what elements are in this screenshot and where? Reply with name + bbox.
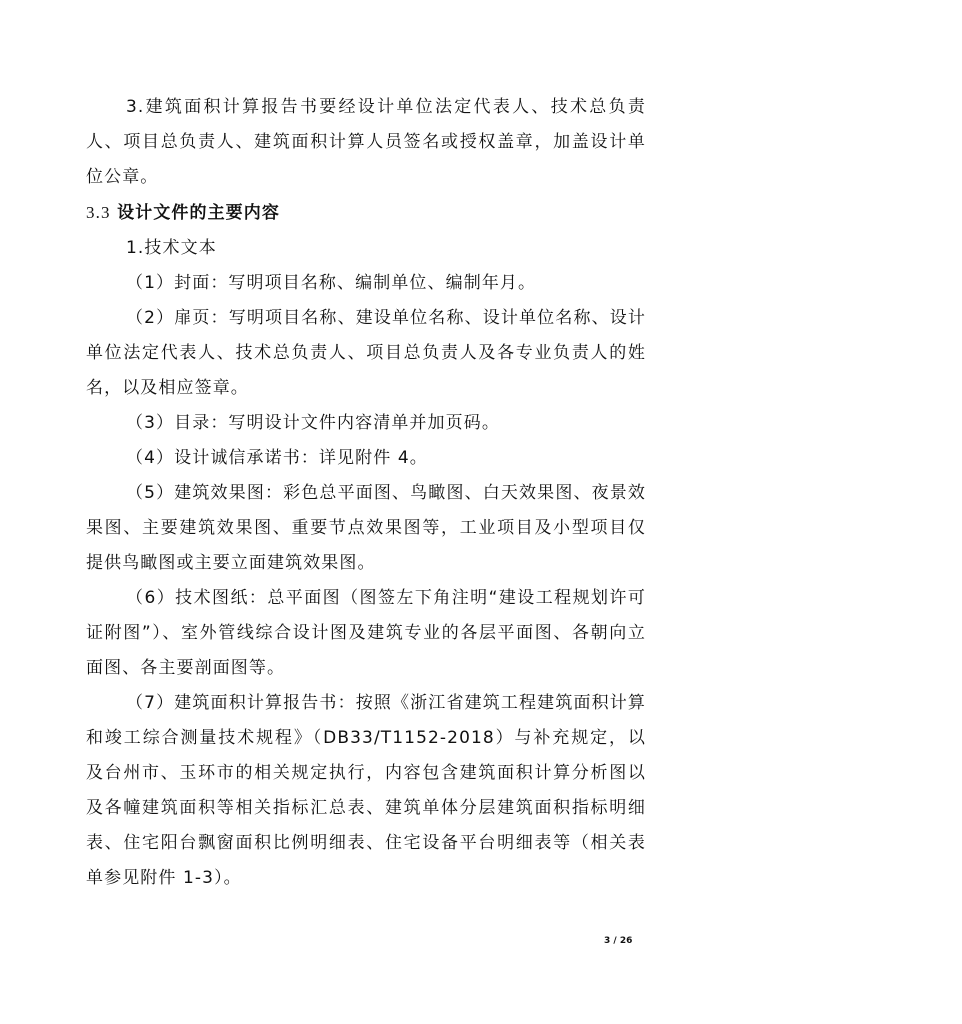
item-integrity-commitment: （4）设计诚信承诺书：详见附件 4。 [126, 448, 428, 468]
item-renderings: （5）建筑效果图：彩色总平面图、鸟瞰图、白天效果图、夜景效果图、主要建筑效果图、重要节点效果图等，工业项目及小型项目仅提供鸟瞰图或主要立面建筑效果图。 [86, 483, 646, 573]
document-body [86, 90, 646, 896]
section-heading [86, 195, 646, 231]
item-area-calculation-report: （7）建筑面积计算报告书：按照《浙江省建筑工程建筑面积计算和竣工综合测量技术规程》（DB33/T1152-2018）与补充规定，以及台州市、玉环市的相关规定执行，内容包含建筑面积计算分析图以及各幢建筑面积等相关指标汇总表、建筑单体分层建筑面积指标明细表、住宅阳台飘窗面积比例明细表、住宅设备平台明细表等（相关表单参见附件 1-3）。 [86, 693, 646, 888]
section-title: 设计文件的主要内容 [117, 203, 280, 223]
paragraph-signature-requirement: 3.建筑面积计算报告书要经设计单位法定代表人、技术总负责人、项目总负责人、建筑面积计算人员签名或授权盖章，加盖设计单位公章。 [86, 97, 646, 187]
section-number: 3.3 [86, 203, 111, 222]
item-technical-text: 1.技术文本 [126, 238, 217, 258]
page-number: 3 / 26 [604, 936, 633, 946]
item-title-page: （2）扉页：写明项目名称、建设单位名称、设计单位名称、设计单位法定代表人、技术总负责人、项目总负责人及各专业负责人的姓名，以及相应签章。 [86, 308, 646, 398]
item-table-of-contents: （3）目录：写明设计文件内容清单并加页码。 [126, 413, 500, 433]
item-cover: （1）封面：写明项目名称、编制单位、编制年月。 [126, 273, 537, 293]
item-technical-drawings: （6）技术图纸：总平面图（图签左下角注明“建设工程规划许可证附图”）、室外管线综合设计图及建筑专业的各层平面图、各朝向立面图、各主要剖面图等。 [86, 588, 646, 678]
